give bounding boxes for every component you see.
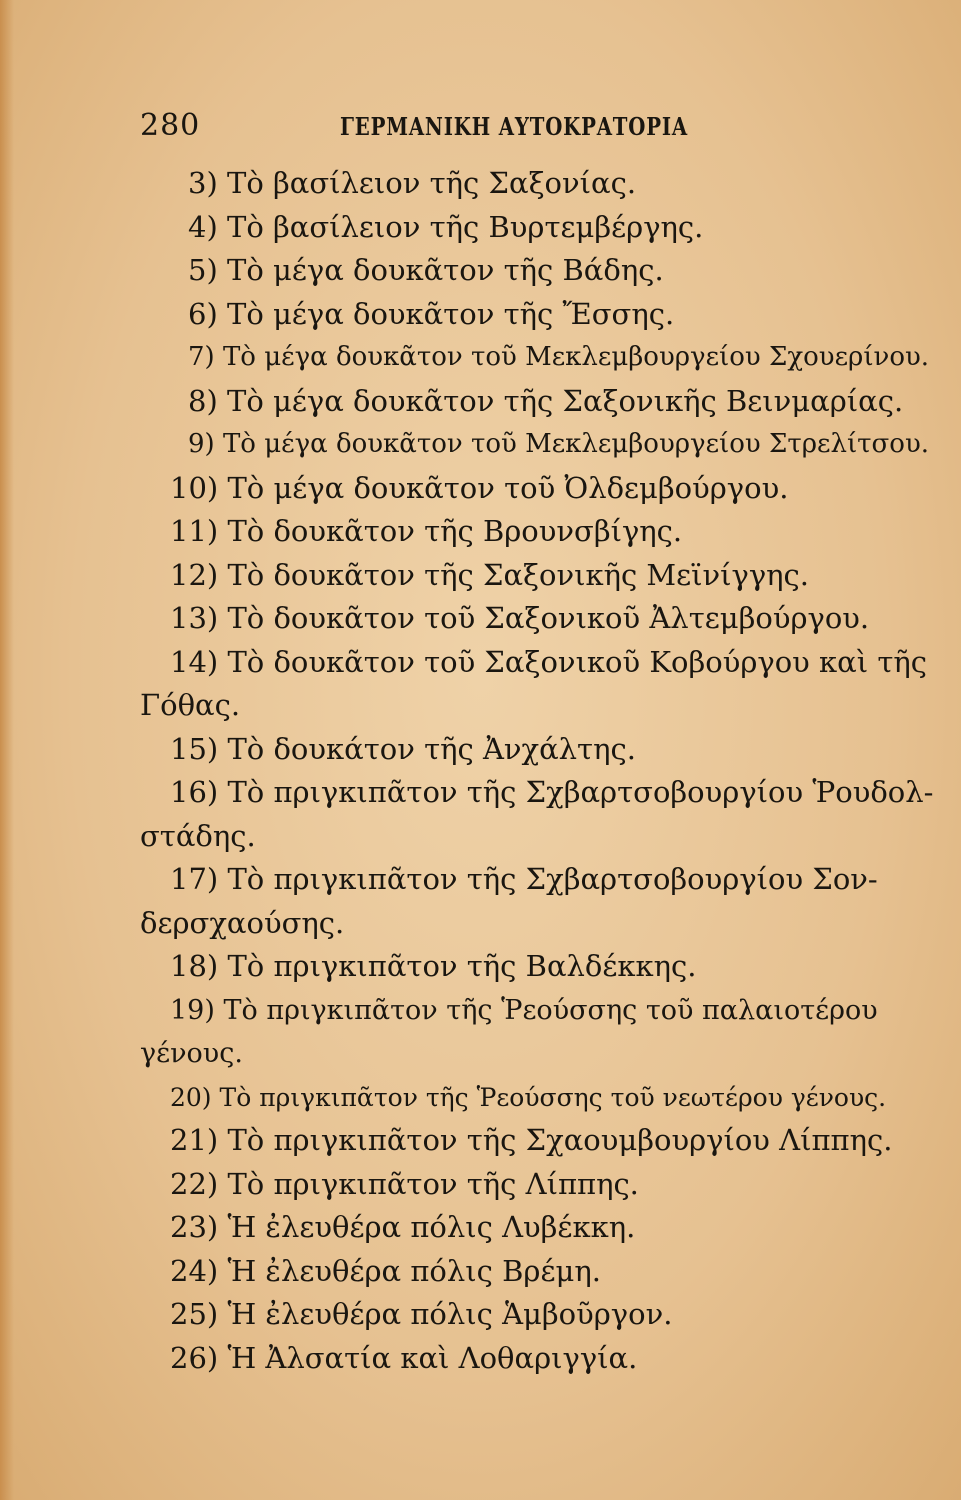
item-text: Τὸ πριγκιπᾶτον τῆς Ῥεούσσης τοῦ παλαιοτέρου: [223, 994, 878, 1026]
list-item: [140, 771, 934, 858]
page-edge-shadow: [0, 0, 14, 1500]
item-text: Τὸ πριγκιπᾶτον τῆς Βαλδέκκης.: [227, 949, 697, 983]
item-text: Τὸ δουκᾶτον τοῦ Σαξονικοῦ Κοβούργου καὶ τῆς: [227, 644, 927, 679]
item-text: Τὸ δουκᾶτον τῆς Βρουνσβίγης.: [227, 514, 683, 548]
list-item: [148, 336, 930, 380]
item-number: 13): [170, 601, 219, 635]
item-text: Τὸ βασίλειον τῆς Σαξονίας.: [226, 166, 637, 200]
list-item: [148, 206, 878, 250]
list-item: [148, 423, 930, 467]
item-number: 15): [170, 731, 219, 766]
list-item: [148, 1076, 887, 1120]
item-number: 8): [188, 383, 218, 418]
state-list: [140, 162, 934, 1380]
list-item: [148, 1163, 878, 1207]
item-number: 3): [188, 166, 218, 200]
item-text: Τὸ βασίλειον τῆς Βυρτεμβέργης.: [226, 209, 704, 244]
running-head: ΓΕΡΜΑΝΙΚΗ ΑΥΤΟΚΡΑΤΟΡΙΑ: [340, 112, 688, 141]
item-number: 14): [170, 644, 219, 679]
item-text: Τὸ πριγκιπᾶτον τῆς Σχαουμβουργίου Λίππης.: [227, 1123, 893, 1157]
item-number: 6): [188, 296, 218, 331]
item-text: Ἡ ἐλευθέρα πόλις Βρέμη.: [227, 1253, 601, 1288]
list-item: [140, 989, 878, 1076]
item-number: 25): [170, 1297, 219, 1331]
list-item: [148, 554, 878, 598]
list-item: [148, 162, 878, 206]
item-text: Ἡ Ἀλσατία καὶ Λοθαριγγία.: [227, 1340, 638, 1375]
list-item: [148, 597, 878, 641]
page-header: [140, 108, 880, 152]
item-text: Τὸ μέγα δουκᾶτον τοῦ Μεκλεμβουργείου Σχουερίνου.: [222, 342, 930, 372]
list-item: [148, 1293, 878, 1337]
item-number: 9): [188, 429, 215, 459]
item-text: Τὸ πριγκιπᾶτον τῆς Σχβαρτσοβουργίου Σον-: [227, 862, 878, 896]
item-number: 22): [170, 1166, 219, 1201]
item-text: Τὸ πριγκιπᾶτον τῆς Λίππης.: [227, 1166, 639, 1201]
item-continuation: γένους.: [140, 1038, 243, 1069]
item-number: 5): [188, 253, 218, 287]
item-text: Τὸ μέγα δουκᾶτον τῆς Σαξονικῆς Βεινμαρίας.: [226, 383, 904, 418]
list-item: [140, 641, 927, 728]
item-text: Ἡ ἐλευθέρα πόλις Λυβέκκη.: [227, 1210, 636, 1244]
item-continuation: Γόθας.: [140, 688, 241, 722]
item-number: 12): [170, 557, 219, 592]
item-text: Τὸ πριγκιπᾶτον τῆς Σχβαρτσοβουργίου Ῥουδολ-: [227, 775, 934, 809]
list-item: [148, 293, 878, 337]
item-number: 21): [170, 1123, 219, 1157]
item-number: 19): [170, 994, 215, 1026]
item-number: 17): [170, 862, 219, 896]
item-text: Τὸ δουκᾶτον τῆς Σαξονικῆς Μεϊνίγγης.: [227, 557, 810, 592]
list-item: [148, 510, 878, 554]
item-number: 23): [170, 1210, 219, 1244]
item-continuation: στάδης.: [140, 818, 256, 853]
item-number: 16): [170, 775, 219, 809]
item-text: Τὸ πριγκιπᾶτον τῆς Ῥεούσσης τοῦ νεωτέρου γένους.: [219, 1082, 887, 1112]
item-text: Τὸ μέγα δουκᾶτον τοῦ Μεκλεμβουργείου Στρελίτσου.: [222, 429, 930, 459]
item-number: 7): [188, 342, 215, 372]
item-number: 18): [170, 949, 219, 983]
item-text: Τὸ μέγα δουκᾶτον τῆς Βάδης.: [226, 253, 664, 287]
list-item: [148, 467, 878, 511]
item-number: 4): [188, 209, 218, 244]
item-text: Τὸ μέγα δουκᾶτον τῆς Ἔσσης.: [226, 296, 675, 331]
item-text: Τὸ δουκᾶτον τοῦ Σαξονικοῦ Ἀλτεμβούργου.: [227, 601, 870, 635]
list-item: [148, 728, 878, 772]
item-number: 26): [170, 1340, 219, 1375]
item-number: 24): [170, 1253, 219, 1288]
item-continuation: δερσχαούσης.: [140, 905, 345, 940]
item-text: Τὸ δουκάτον τῆς Ἀνχάλτης.: [227, 731, 636, 766]
list-item: [148, 1206, 878, 1250]
item-number: 11): [170, 514, 219, 548]
item-number: 10): [170, 470, 219, 505]
list-item: [148, 1119, 893, 1163]
item-text: Ἡ ἐλευθέρα πόλις Ἁμβοῦργον.: [227, 1297, 673, 1331]
item-number: 20): [170, 1082, 212, 1112]
list-item: [148, 249, 878, 293]
list-item: [148, 380, 904, 424]
item-text: Τὸ μέγα δουκᾶτον τοῦ Ὀλδεμβούργου.: [227, 470, 789, 505]
list-item: [148, 1250, 878, 1294]
page-number: 280: [140, 108, 201, 143]
list-item: [148, 945, 878, 989]
list-item: [148, 1337, 878, 1381]
list-item: [140, 858, 878, 945]
